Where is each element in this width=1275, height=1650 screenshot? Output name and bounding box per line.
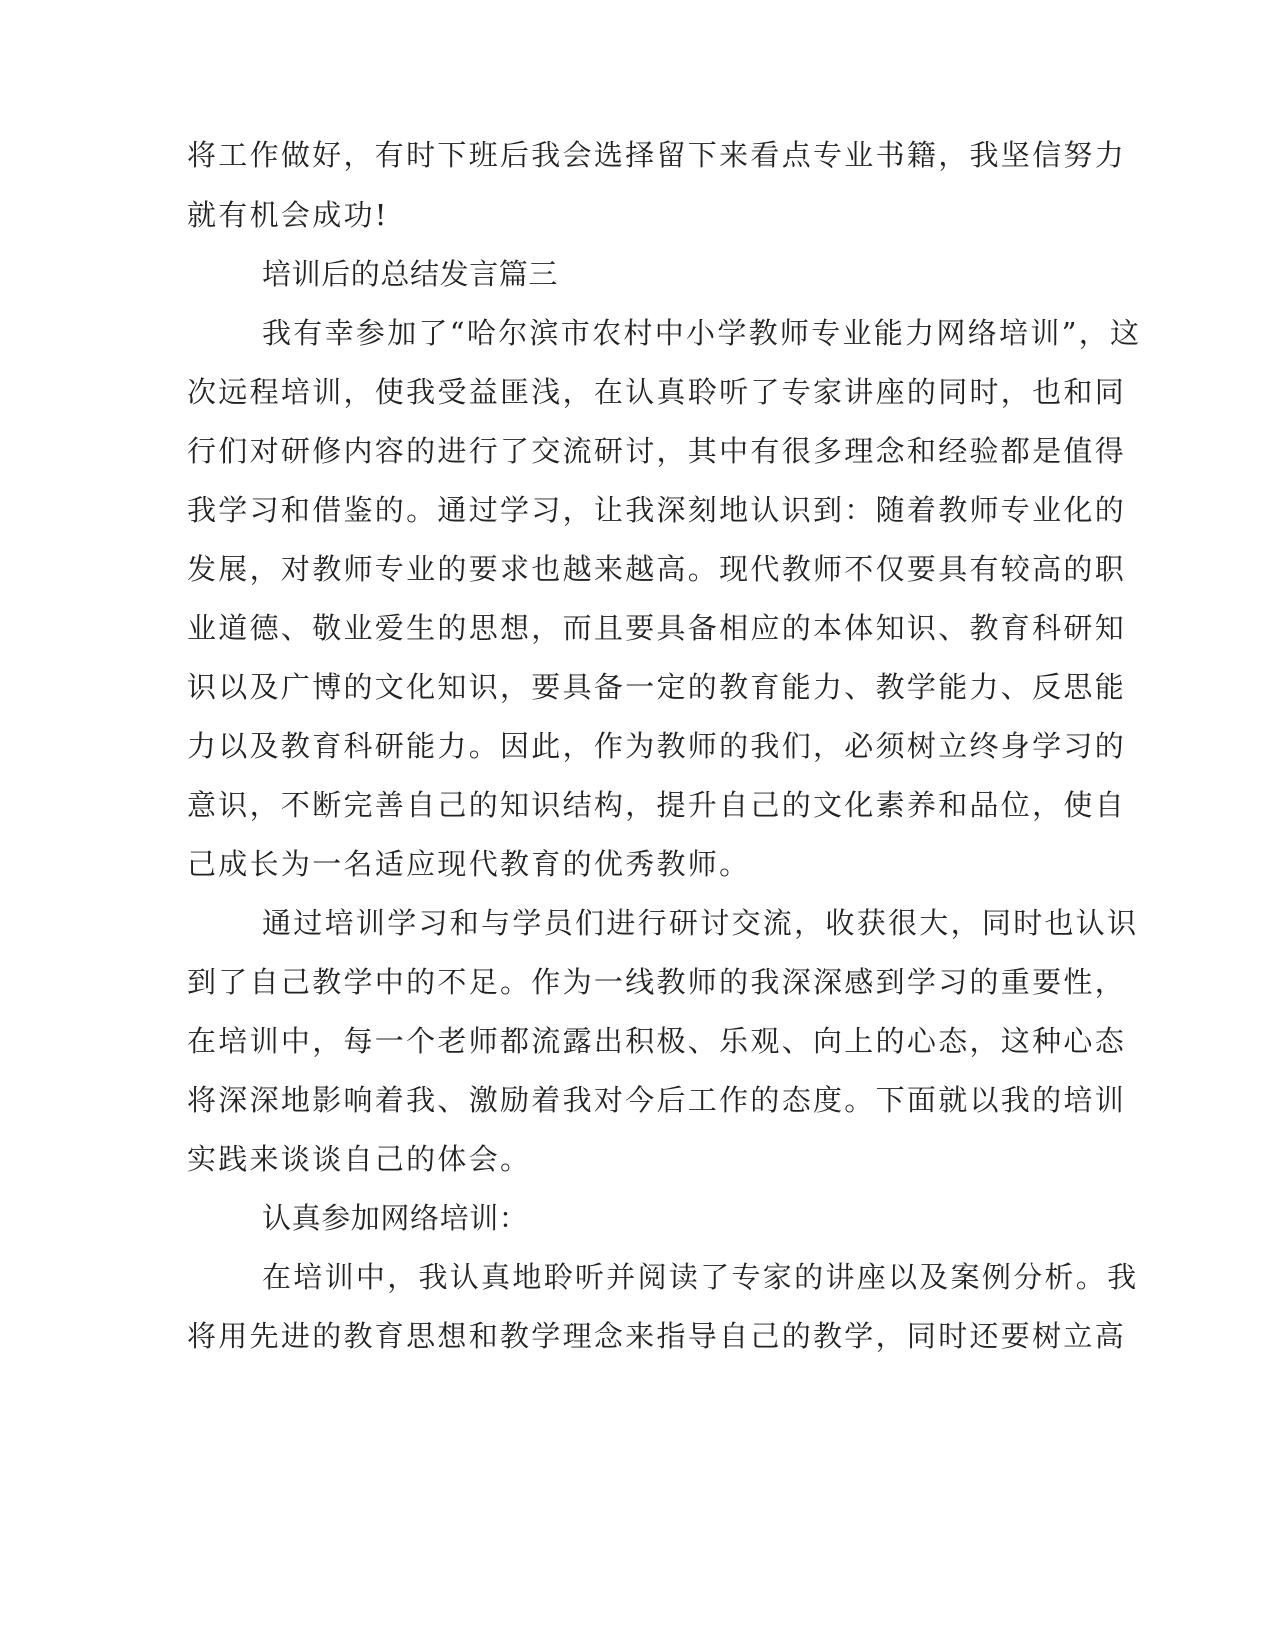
- text-line-14: 通过培训学习和与学员们进行研讨交流，收获很大，同时也认识: [262, 906, 1139, 940]
- text-line-13: 己成长为一名适应现代教育的优秀教师。: [187, 847, 751, 881]
- text-line-18: 实践来谈谈自己的体会。: [187, 1142, 532, 1176]
- text-line-8: 发展，对教师专业的要求也越来越高。现代教师不仅要具有较高的职: [187, 552, 1127, 586]
- text-line-10: 识以及广博的文化知识，要具备一定的教育能力、教学能力、反思能: [187, 670, 1127, 704]
- text-line-15: 到了自己教学中的不足。作为一线教师的我深深感到学习的重要性，: [187, 965, 1127, 999]
- text-line-7: 我学习和借鉴的。通过学习，让我深刻地认识到：随着教师专业化的: [187, 493, 1127, 527]
- subsection-heading: 认真参加网络培训：: [262, 1201, 529, 1235]
- text-line-17: 将深深地影响着我、激励着我对今后工作的态度。下面就以我的培训: [187, 1083, 1127, 1117]
- text-line-12: 意识，不断完善自己的知识结构，提升自己的文化素养和品位，使自: [187, 788, 1127, 822]
- text-line-5: 次远程培训，使我受益匪浅，在认真聆听了专家讲座的同时，也和同: [187, 375, 1127, 409]
- section-heading: 培训后的总结发言篇三: [262, 257, 559, 291]
- text-line-9: 业道德、敬业爱生的思想，而且要具备相应的本体知识、教育科研知: [187, 611, 1127, 645]
- text-line-11: 力以及教育科研能力。因此，作为教师的我们，必须树立终身学习的: [187, 729, 1127, 763]
- text-line-6: 行们对研修内容的进行了交流研讨，其中有很多理念和经验都是值得: [187, 434, 1127, 468]
- text-line-20: 在培训中，我认真地聆听并阅读了专家的讲座以及案例分析。我: [262, 1260, 1139, 1294]
- text-line-21: 将用先进的教育思想和教学理念来指导自己的教学，同时还要树立高: [187, 1319, 1127, 1353]
- text-line-1: 将工作做好，有时下班后我会选择留下来看点专业书籍，我坚信努力: [187, 138, 1127, 172]
- text-line-4: 我有幸参加了“哈尔滨市农村中小学教师专业能力网络培训”，这: [262, 316, 1142, 350]
- text-line-2: 就有机会成功!: [187, 198, 389, 232]
- text-line-16: 在培训中，每一个老师都流露出积极、乐观、向上的心态，这种心态: [187, 1024, 1127, 1058]
